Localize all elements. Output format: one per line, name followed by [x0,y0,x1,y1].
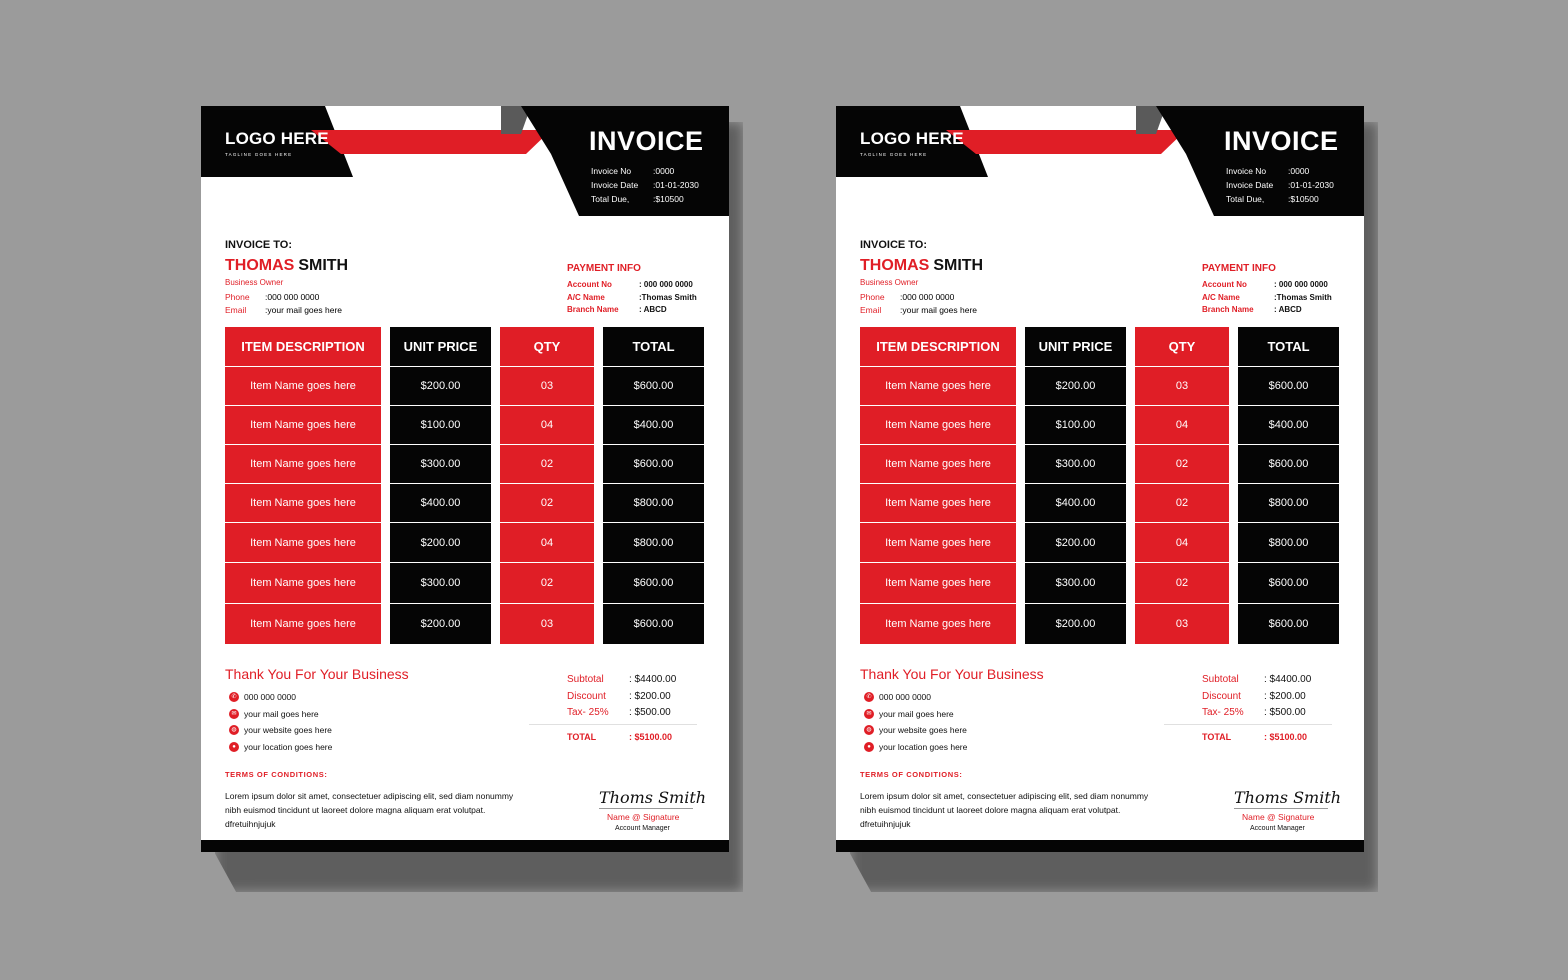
signature-script: Thoms Smith [599,788,707,807]
footer-contact-text: your website goes here [879,725,967,735]
terms-body: Lorem ipsum dolor sit amet, consectetuer adipiscing elit, sed diam nonummy nibh euismod tincidunt ut laoreet dolore magna aliquam erat volutpat. dfretuihnjujuk [860,791,1149,829]
logo-title: LOGO HERE [225,129,329,148]
contact-label: Phone [860,292,885,302]
mail-icon: ✉ [864,709,874,719]
table-cell: Item Name goes here [860,405,1016,444]
totals-value: : $4400.00 [629,674,677,685]
location-icon: ● [229,742,239,752]
meta-label: Total Due, [1226,194,1265,204]
totals-divider [1164,724,1332,725]
footer-contact-text: your location goes here [244,741,333,752]
table-cell: 04 [1135,522,1229,562]
meta-row [1226,178,1334,192]
client-contact [225,291,342,316]
signature-line [1234,808,1328,809]
table-cell: $400.00 [1025,483,1126,522]
payment-label: Branch Name [1202,305,1254,314]
col-item-description [225,327,381,644]
payment-value: : ABCD [639,305,667,314]
invoice-sheet [201,106,729,852]
totals-value: : $200.00 [1264,690,1306,702]
footer-contact-text: your website goes here [244,725,332,735]
table-cell: $600.00 [603,603,704,644]
table-cell: $200.00 [1025,522,1126,562]
table-cell: $100.00 [1025,405,1126,444]
table-cell: Item Name goes here [860,603,1016,644]
payment-row [567,304,697,317]
table-cell: Item Name goes here [860,366,1016,405]
meta-value: :$10500 [1288,194,1319,204]
payment-label: Branch Name [567,305,619,314]
table-cell: $600.00 [1238,366,1339,405]
totals-value: : $500.00 [629,707,671,718]
table-header: QTY [1168,339,1196,354]
contact-value: :000 000 0000 [900,292,955,302]
footer-contact-text: 000 000 0000 [244,692,296,702]
totals-label: Tax- 25% [1202,707,1244,718]
footer-contact-item [864,722,967,739]
totals-value: : $4400.00 [1264,674,1312,685]
contact-row [860,304,977,317]
totals-label: Discount [567,690,606,702]
footer-bar [201,840,729,852]
table-cell: $600.00 [1238,603,1339,644]
totals [1202,672,1311,722]
invoice-left [201,106,729,852]
footer-contact-list [229,689,332,755]
payment-row [567,292,697,305]
table-cell: $800.00 [1238,522,1339,562]
phone-icon: ✆ [229,692,239,702]
table-header: ITEM DESCRIPTION [241,339,365,354]
payment-info-title: PAYMENT INFO [567,263,641,274]
table-cell: $200.00 [390,603,491,644]
totals-divider [529,724,697,725]
contact-label: Email [860,304,882,315]
meta-row [591,192,699,206]
table-header: TOTAL [1267,339,1310,354]
location-icon: ● [864,742,874,752]
meta-label: Invoice No [591,166,632,176]
grand-total [567,732,672,742]
table-cell: $400.00 [1238,405,1339,444]
footer-contact-text: your location goes here [879,741,968,752]
client-contact [860,291,977,316]
payment-value: :Thomas Smith [639,292,697,302]
logo-tagline: TAGLINE GOES HERE [225,152,293,157]
signature-role: Account Manager [1250,825,1305,832]
thank-you-message: Thank You For Your Business [860,666,1044,682]
payment-label: Account No [567,280,612,289]
subtotal-row [567,672,676,689]
table-cell: $800.00 [603,483,704,522]
table-header: UNIT PRICE [403,339,478,354]
footer-contact-item [864,706,967,723]
table-cell: 03 [500,603,594,644]
table-header: UNIT PRICE [1038,339,1113,354]
table-cell: 02 [1135,444,1229,483]
table-cell: $400.00 [603,405,704,444]
contact-row [225,304,342,317]
table-cell: $600.00 [1238,444,1339,483]
footer-contact-item [864,739,967,756]
footer-bar [836,840,1364,852]
table-cell: $100.00 [390,405,491,444]
table-cell: 03 [1135,603,1229,644]
footer-contact-list [864,689,967,755]
invoice-to-label: INVOICE TO: [225,239,293,251]
contact-row [225,291,342,304]
client-role: Business Owner [860,278,919,287]
web-icon: ◍ [864,725,874,735]
table-cell: 02 [500,562,594,603]
logo [860,129,964,157]
table-cell: 04 [500,405,594,444]
client-last-name: SMITH [298,257,349,274]
contact-value: :your mail goes here [900,304,978,315]
table-cell: Item Name goes here [860,483,1016,522]
contact-value: :000 000 0000 [265,292,320,302]
table-cell: Item Name goes here [225,562,381,603]
grand-total-label: TOTAL [1202,732,1232,742]
meta-value: :$10500 [653,194,684,204]
table-cell: $600.00 [603,562,704,603]
table-cell: 02 [500,444,594,483]
payment-label: A/C Name [567,292,605,302]
payment-row [1202,292,1332,305]
client-role: Business Owner [225,278,284,287]
signature-role: Account Manager [615,825,670,832]
signature-script: Thoms Smith [1234,788,1342,807]
terms-title: TERMS OF CONDITIONS: [225,770,328,779]
client-last-name: SMITH [933,257,984,274]
footer-contact-item [229,722,332,739]
table-header: TOTAL [632,339,675,354]
col-qty [500,327,594,644]
signature-line [599,808,693,809]
totals [567,672,676,722]
table-cell: 04 [500,522,594,562]
table-cell: $200.00 [1025,603,1126,644]
table-cell: 02 [1135,562,1229,603]
table-cell: $300.00 [1025,444,1126,483]
table-cell: Item Name goes here [860,522,1016,562]
table-cell: 02 [1135,483,1229,522]
client-first-name: THOMAS [225,257,295,274]
footer-contact-text: your mail goes here [879,708,954,719]
table-cell: 03 [500,366,594,405]
grand-total-value: : $5100.00 [1264,732,1308,742]
payment-value: : 000 000 0000 [1274,280,1328,289]
logo-tagline: TAGLINE GOES HERE [860,152,928,157]
table-cell: Item Name goes here [225,522,381,562]
tax-row [1202,705,1311,722]
table-cell: Item Name goes here [225,483,381,522]
payment-row [1202,304,1332,317]
contact-row [860,291,977,304]
meta-label: Invoice Date [1226,180,1274,190]
invoice-to-label: INVOICE TO: [860,239,928,251]
table-cell: $300.00 [390,562,491,603]
table-cell: Item Name goes here [225,444,381,483]
meta-label: Invoice Date [591,180,639,190]
totals-label: Discount [1202,690,1241,702]
footer-contact-item [229,706,332,723]
phone-icon: ✆ [864,692,874,702]
table-cell: 03 [1135,366,1229,405]
thank-you-message: Thank You For Your Business [225,666,409,682]
totals-value: : $200.00 [629,690,671,702]
table-cell: Item Name goes here [860,444,1016,483]
signature-name: Name @ Signature [607,812,680,822]
col-qty [1135,327,1229,644]
invoice-right [836,106,1364,852]
footer-contact-item [864,689,967,706]
col-unit-price [1025,327,1126,644]
client-name [860,257,983,275]
meta-value: :0000 [653,166,675,176]
invoice-title: INVOICE [589,126,704,156]
table-cell: $200.00 [1025,366,1126,405]
footer-contact-item [229,689,332,706]
meta-row [591,178,699,192]
grand-total-value: : $5100.00 [629,732,673,742]
contact-label: Phone [225,292,250,302]
payment-row [567,279,697,292]
table-cell: $400.00 [390,483,491,522]
payment-info [1202,279,1332,317]
invoice-sheet [836,106,1364,852]
totals-label: Subtotal [1202,674,1239,685]
logo [225,129,329,157]
meta-value: :01-01-2030 [653,180,699,190]
table-cell: $300.00 [1025,562,1126,603]
meta-row [1226,164,1334,178]
payment-label: A/C Name [1202,292,1240,302]
col-total [1238,327,1339,644]
meta-label: Total Due, [591,194,630,204]
payment-value: : ABCD [1274,305,1302,314]
client-first-name: THOMAS [860,257,930,274]
meta-label: Invoice No [1226,166,1267,176]
table-cell: $200.00 [390,522,491,562]
col-total [603,327,704,644]
table-cell: 02 [500,483,594,522]
totals-label: Subtotal [567,674,604,685]
terms-title: TERMS OF CONDITIONS: [860,770,963,779]
invoice-meta [591,164,699,206]
signature-name: Name @ Signature [1242,812,1315,822]
contact-value: :your mail goes here [265,304,343,315]
web-icon: ◍ [229,725,239,735]
footer-contact-text: your mail goes here [244,708,319,719]
footer-contact-item [229,739,332,756]
table-cell: $600.00 [603,444,704,483]
mail-icon: ✉ [229,709,239,719]
client-name [225,257,348,275]
table-cell: $600.00 [603,366,704,405]
totals-label: Tax- 25% [567,707,609,718]
invoice-title: INVOICE [1224,126,1339,156]
table-cell: $800.00 [1238,483,1339,522]
logo-title: LOGO HERE [860,129,964,148]
table-cell: $200.00 [390,366,491,405]
table-cell: Item Name goes here [225,603,381,644]
table-cell: $800.00 [603,522,704,562]
subtotal-row [1202,672,1311,689]
table-cell: $300.00 [390,444,491,483]
discount-row [1202,689,1311,706]
table-cell: Item Name goes here [225,366,381,405]
payment-row [1202,279,1332,292]
meta-value: :01-01-2030 [1288,180,1334,190]
meta-row [591,164,699,178]
col-item-description [860,327,1016,644]
footer-contact-text: 000 000 0000 [879,692,931,702]
table-cell: Item Name goes here [225,405,381,444]
payment-value: : 000 000 0000 [639,280,693,289]
table-header: ITEM DESCRIPTION [876,339,1000,354]
payment-value: :Thomas Smith [1274,292,1332,302]
invoice-meta [1226,164,1334,206]
totals-value: : $500.00 [1264,707,1306,718]
payment-label: Account No [1202,280,1247,289]
meta-value: :0000 [1288,166,1310,176]
grand-total [1202,732,1307,742]
meta-row [1226,192,1334,206]
contact-label: Email [225,304,247,315]
discount-row [567,689,676,706]
payment-info-title: PAYMENT INFO [1202,263,1276,274]
table-header: QTY [533,339,561,354]
tax-row [567,705,676,722]
table-cell: 04 [1135,405,1229,444]
table-cell: $600.00 [1238,562,1339,603]
table-cell: Item Name goes here [860,562,1016,603]
grand-total-label: TOTAL [567,732,597,742]
col-unit-price [390,327,491,644]
payment-info [567,279,697,317]
terms-body: Lorem ipsum dolor sit amet, consectetuer adipiscing elit, sed diam nonummy nibh euismod tincidunt ut laoreet dolore magna aliquam erat volutpat. dfretuihnjujuk [225,791,514,829]
